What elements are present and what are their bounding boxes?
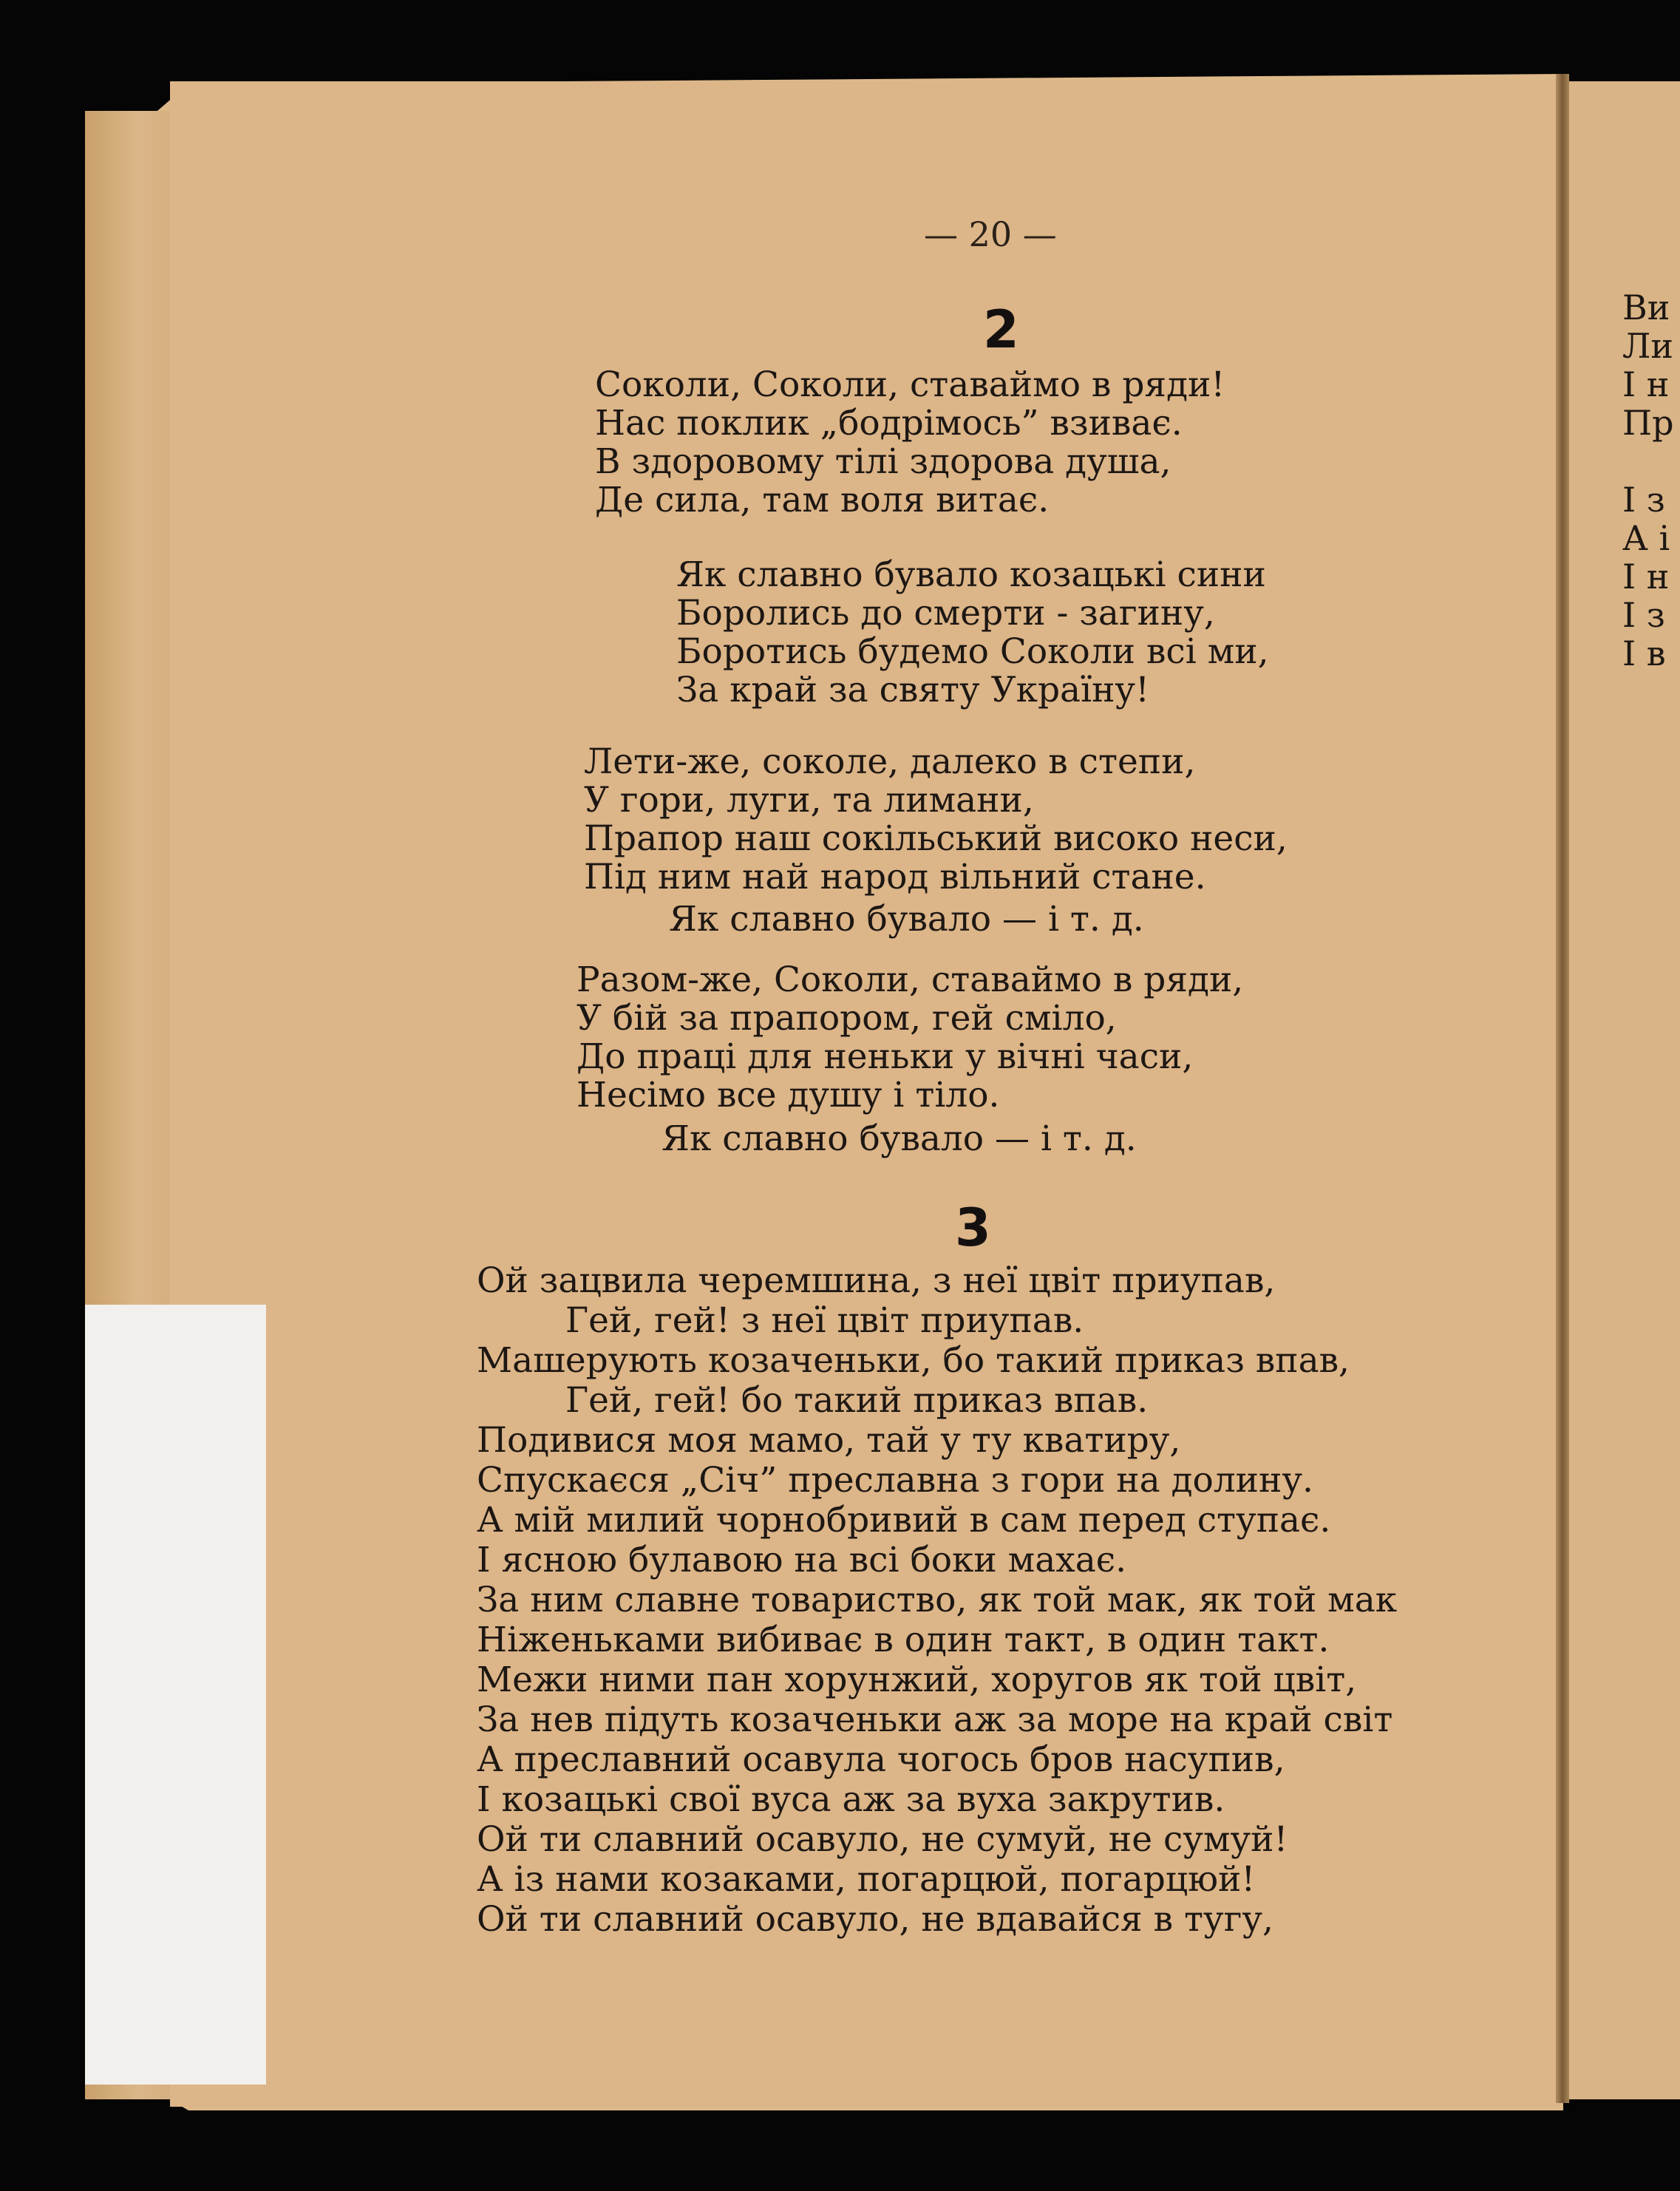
verse-line: Несімо все душу і тіло. xyxy=(577,1075,1000,1115)
verse-line: І ясною булавою на всі боки махає. xyxy=(477,1540,1127,1580)
verse-line: Боролись до смерти - загину, xyxy=(676,593,1215,633)
verse-line: Межи ними пан хорунжий, хоругов як той цвіт, xyxy=(477,1660,1357,1700)
verse-line: А із нами козаками, погарцюй, погарцюй! xyxy=(477,1859,1256,1900)
verse-line: Нас поклик „бодрімось” взиває. xyxy=(595,403,1183,444)
verse-line: У гори, луги, та лимани, xyxy=(584,780,1034,821)
song-2-refrain-reference xyxy=(669,900,1144,939)
song-3-number: 3 xyxy=(955,1198,991,1258)
verse-line: До праці для неньки у вічні часи, xyxy=(577,1036,1194,1077)
verse-line: Ой ти славний осавуло, не вдавайся в тугу, xyxy=(477,1899,1273,1940)
verse-line: За край за святу Україну! xyxy=(676,670,1149,710)
fragment-line: І н xyxy=(1622,364,1670,404)
fragment-line: І з xyxy=(1622,480,1665,520)
verse-line: Ой ти славний осавуло, не сумуй, не сумуй! xyxy=(477,1819,1288,1860)
fragment-line: І з xyxy=(1622,595,1665,635)
verse-line: В здоровому тілі здорова душа, xyxy=(595,441,1171,482)
verse-line: Під ним най народ вільний стане. xyxy=(584,857,1206,897)
verse-line: А мій милий чорнобривий в сам перед ступає. xyxy=(477,1500,1331,1541)
song-2-refrain-reference xyxy=(662,1120,1137,1158)
fragment-line: Пр xyxy=(1622,403,1674,443)
verse-line: Ой зацвила черемшина, з неї цвіт приупав, xyxy=(477,1260,1276,1301)
verse-line: Прапор наш сокільський високо неси, xyxy=(584,818,1288,859)
verse-line: Машерують козаченьки, бо такий приказ впав, xyxy=(477,1340,1350,1381)
verse-line: Подивися моя мамо, тай у ту кватиру, xyxy=(477,1420,1181,1461)
page-number: — 20 — xyxy=(924,214,1057,254)
verse-line: А преславний осавула чогось бров насупив, xyxy=(477,1739,1285,1780)
verse-line: Гей, гей! бо такий приказ впав. xyxy=(565,1380,1149,1421)
song-2-stanza-1 xyxy=(595,366,1225,520)
fragment-line: Ли xyxy=(1622,326,1674,366)
verse-line: Спускаєся „Січ” преславна з гори на долину. xyxy=(477,1460,1313,1501)
verse-line: За ним славне товариство, як той мак, як той мак xyxy=(477,1580,1398,1620)
song-2-stanza-3 xyxy=(584,743,1288,897)
song-2-refrain xyxy=(676,556,1269,710)
fragment-line xyxy=(1622,442,1674,480)
verse-line: Де сила, там воля витає. xyxy=(595,480,1050,520)
verse-line: За нев підуть козаченьки аж за море на край світ xyxy=(477,1699,1393,1740)
verse-line: Як славно бувало — і т. д. xyxy=(662,1118,1137,1159)
verse-line: У бій за прапором, гей сміло, xyxy=(577,998,1117,1039)
verse-line: Разом-же, Соколи, ставаймо в ряди, xyxy=(577,959,1244,1000)
fragment-line: А і xyxy=(1622,518,1670,558)
verse-line: Боротись будемо Соколи всі ми, xyxy=(676,631,1269,672)
fragment-line: І н xyxy=(1622,557,1670,597)
song-3-text xyxy=(477,1261,1397,1940)
verse-line: Лети-же, соколе, далеко в степи, xyxy=(584,741,1196,782)
verse-line: Як славно бувало — і т. д. xyxy=(669,899,1144,940)
fragment-line: Ви xyxy=(1622,288,1670,327)
verse-line: Соколи, Соколи, ставаймо в ряди! xyxy=(595,364,1225,405)
right-page-fragment xyxy=(1622,288,1674,673)
song-2-number: 2 xyxy=(983,299,1019,360)
verse-line: Як славно бувало козацькі сини xyxy=(676,554,1266,595)
verse-line: І козацькі свої вуса аж за вуха закрутив. xyxy=(477,1779,1225,1820)
verse-line: Ніженьками вибиває в один такт, в один такт. xyxy=(477,1620,1330,1660)
song-2-stanza-4 xyxy=(577,961,1243,1115)
fragment-line: І в xyxy=(1622,633,1666,673)
verse-line: Гей, гей! з неї цвіт приупав. xyxy=(565,1300,1084,1341)
